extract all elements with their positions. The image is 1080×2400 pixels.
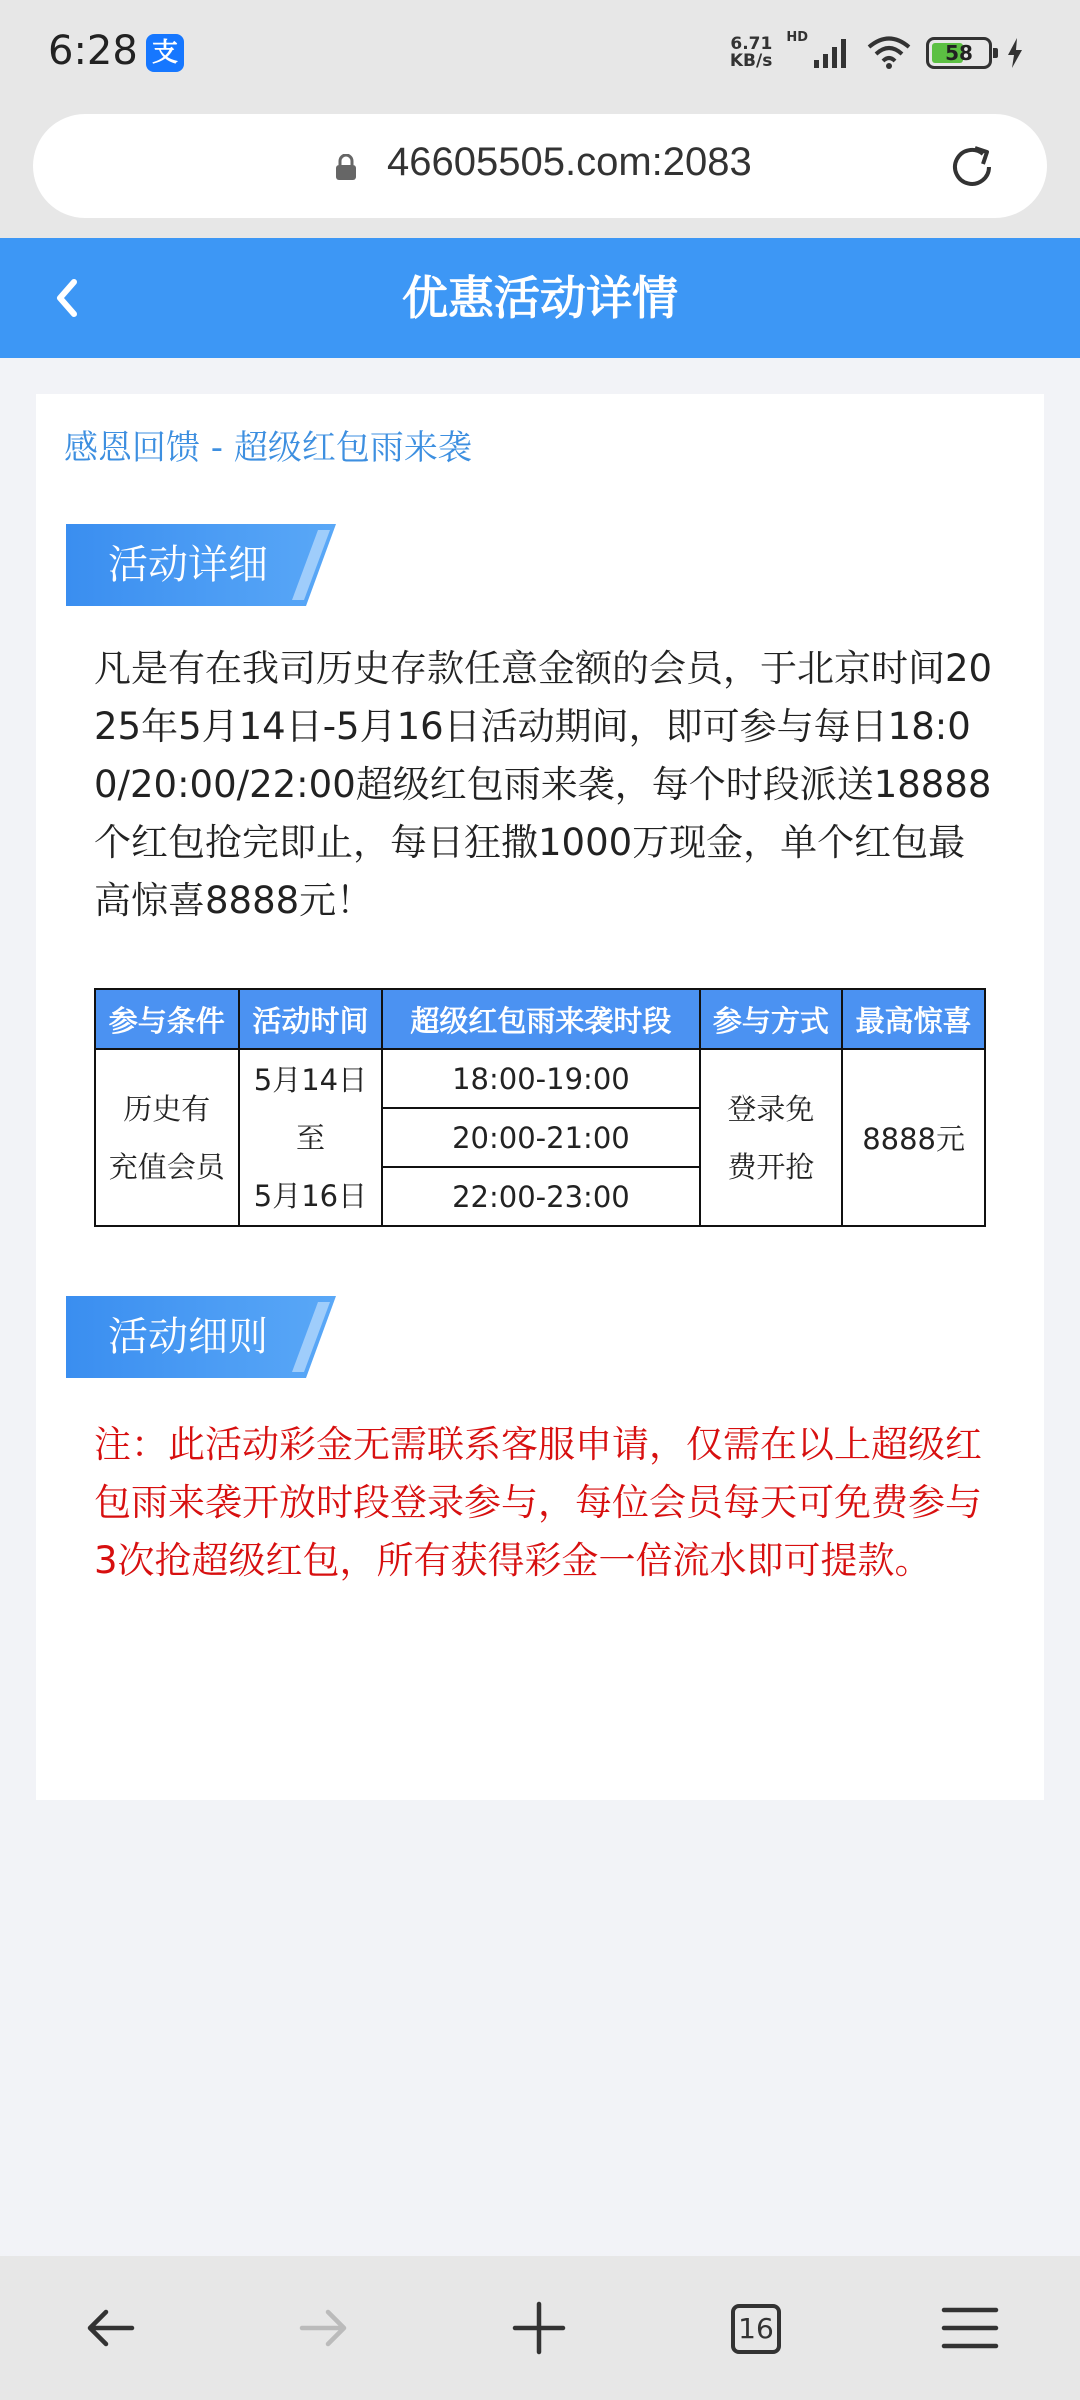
hd-label: HD	[786, 30, 808, 45]
browser-toolbar	[0, 108, 1080, 238]
network-speed: 6.71 KB/s	[729, 34, 773, 71]
lock-icon	[335, 154, 357, 180]
table-header-cell: 超级红包雨来袭时段	[382, 989, 699, 1049]
promotion-note: 注：此活动彩金无需联系客服申请，仅需在以上超级红包雨来袭开放时段登录参与，每位会员每天可免费参与3次抢超级红包，所有获得彩金一倍流水即可提款。	[94, 1423, 982, 1582]
tabs-button[interactable]: 16	[731, 2304, 781, 2354]
battery-percent: 58	[945, 41, 973, 65]
table-header-cell: 参与条件	[95, 989, 239, 1049]
method-cell: 登录免 费开抢	[700, 1049, 843, 1226]
signal-icon	[812, 36, 852, 70]
promotion-table	[94, 988, 986, 1227]
status-indicators	[730, 30, 1024, 76]
table-row	[95, 1049, 985, 1108]
reload-icon[interactable]	[945, 140, 999, 194]
address-bar[interactable]	[33, 114, 1047, 218]
section-title-details: 活动详细	[66, 524, 336, 606]
arrow-right-icon[interactable]	[288, 2292, 360, 2364]
alipay-notification-icon: 支	[146, 34, 184, 72]
table-header-cell: 活动时间	[239, 989, 383, 1049]
max-prize-cell: 8888元	[842, 1049, 985, 1226]
promotion-subtitle: 感恩回馈 - 超级红包雨来袭	[64, 428, 472, 468]
date-cell: 5月14日 至 5月16日	[239, 1049, 383, 1226]
time-slot-cell: 22:00-23:00	[382, 1167, 699, 1226]
url-text[interactable]: 46605505.com:2083	[387, 140, 752, 184]
page-title: 优惠活动详情	[402, 271, 678, 325]
arrow-left-icon[interactable]	[74, 2292, 146, 2364]
promotion-card	[36, 394, 1044, 1800]
charging-icon	[1006, 38, 1024, 68]
wifi-icon	[866, 36, 912, 70]
browser-bottom-nav	[0, 2256, 1080, 2400]
page-header	[0, 238, 1080, 358]
promotion-description: 凡是有在我司历史存款任意金额的会员，于北京时间2025年5月14日-5月16日活动期间，即可参与每日18:00/20:00/22:00超级红包雨来袭，每个时段派送18888个红包抢完即止，每日狂撒1000万现金，单个红包最高惊喜8888元！	[94, 647, 993, 922]
menu-icon[interactable]	[934, 2292, 1006, 2364]
section-title-rules: 活动细则	[66, 1296, 336, 1378]
table-header-cell: 参与方式	[700, 989, 843, 1049]
table-header-cell: 最高惊喜	[842, 989, 985, 1049]
status-time: 6:28	[48, 28, 138, 74]
plus-icon[interactable]	[503, 2292, 575, 2364]
battery-icon	[926, 37, 992, 69]
status-bar	[0, 0, 1080, 108]
time-slot-cell: 20:00-21:00	[382, 1108, 699, 1167]
table-header-row	[95, 989, 985, 1049]
chevron-left-icon[interactable]	[40, 268, 100, 328]
time-slot-cell: 18:00-19:00	[382, 1049, 699, 1108]
condition-cell: 历史有 充值会员	[95, 1049, 239, 1226]
